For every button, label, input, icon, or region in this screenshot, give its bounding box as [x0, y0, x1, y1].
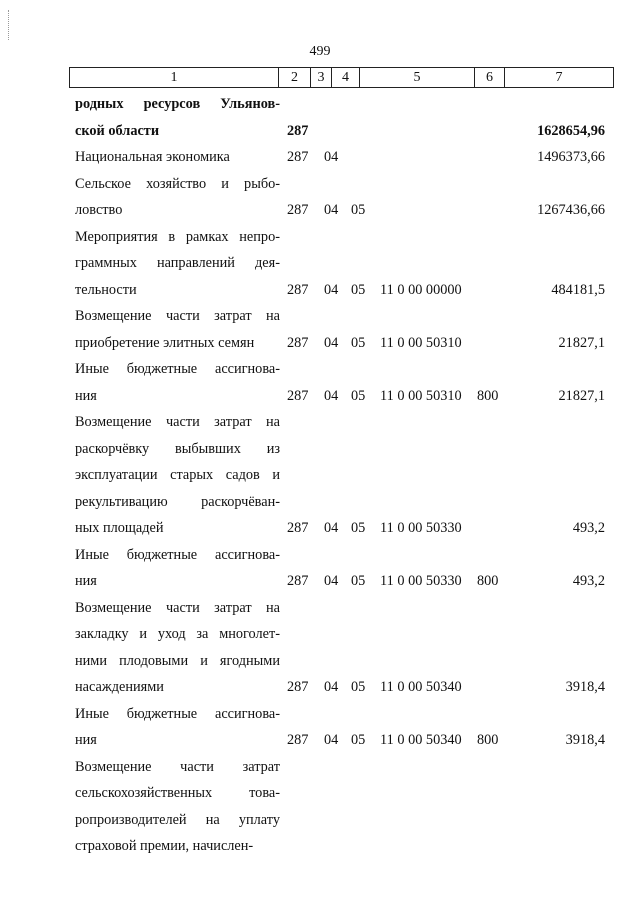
row-cell-c6: 800 — [477, 387, 499, 404]
column-header-4: 4 — [332, 68, 360, 88]
row-name-text: ных площадей — [75, 520, 164, 536]
row-cell-c7: 1628654,96 — [537, 122, 605, 139]
table-row-line — [0, 757, 640, 777]
row-name-text: тельности — [75, 281, 137, 298]
row-cell-c2: 287 — [287, 732, 309, 748]
column-header-1: 1 — [70, 68, 279, 88]
table-row-line — [0, 412, 640, 432]
row-name-text: приобретение элитных семян — [75, 334, 255, 351]
row-cell-c7: 1496373,66 — [537, 149, 605, 165]
table-row-line — [0, 810, 640, 830]
row-cell-c4: 05 — [351, 679, 366, 695]
row-cell-c7: 21827,1 — [558, 334, 605, 351]
row-cell-c3: 04 — [324, 281, 339, 298]
table-row-line — [0, 227, 640, 247]
table-row-line — [0, 200, 640, 220]
table-row-line — [0, 359, 640, 379]
row-name-text: ния — [75, 387, 97, 404]
column-header-2: 2 — [279, 68, 311, 88]
row-cell-c7: 493,2 — [572, 520, 605, 536]
row-cell-c3: 04 — [324, 679, 339, 695]
table-row-line — [0, 783, 640, 803]
row-cell-c2: 287 — [287, 202, 309, 218]
row-cell-c7: 3918,4 — [565, 732, 605, 748]
table-row-line — [0, 545, 640, 565]
table-row-line — [0, 280, 640, 300]
row-name-text: эксплуатации старых садов и — [75, 467, 280, 483]
row-cell-c2: 287 — [287, 334, 309, 351]
row-cell-c5: 11 0 00 50330 — [380, 520, 462, 536]
row-name-text: Национальная экономика — [75, 149, 230, 165]
row-cell-c4: 05 — [351, 281, 366, 298]
table-row-line — [0, 704, 640, 724]
row-name-text: закладку и уход за многолет- — [75, 626, 280, 642]
row-cell-c2: 287 — [287, 149, 309, 165]
table-row-line — [0, 571, 640, 591]
row-cell-c4: 05 — [351, 334, 366, 351]
row-cell-c2: 287 — [287, 573, 309, 589]
row-name-text: Сельское хозяйство и рыбо- — [75, 175, 280, 192]
row-name-text: Иные бюджетные ассигнова- — [75, 546, 280, 563]
row-name-text: граммных направлений дея- — [75, 255, 280, 271]
table-row-line — [0, 439, 640, 459]
row-cell-c5: 11 0 00 50330 — [380, 573, 462, 589]
row-name-text: сельскохозяйственных това- — [75, 785, 280, 801]
row-name-text: Возмещение части затрат на — [75, 599, 280, 616]
table-row-line — [0, 94, 640, 114]
row-cell-c7: 21827,1 — [558, 387, 605, 404]
row-name-text: Возмещение части затрат — [75, 758, 280, 775]
row-name-text: Иные бюджетные ассигнова- — [75, 705, 280, 722]
row-cell-c7: 493,2 — [572, 573, 605, 589]
row-name-text: ловство — [75, 202, 123, 218]
row-name-text: страховой премии, начислен- — [75, 838, 254, 854]
row-name-text: ния — [75, 573, 97, 589]
table-row-line — [0, 147, 640, 167]
table-row-line — [0, 677, 640, 697]
row-cell-c6: 800 — [477, 573, 499, 589]
row-cell-c5: 11 0 00 50310 — [380, 387, 462, 404]
row-cell-c3: 04 — [324, 520, 339, 536]
table-row-line — [0, 518, 640, 538]
row-cell-c4: 05 — [351, 573, 366, 589]
row-cell-c6: 800 — [477, 732, 499, 748]
column-header-6: 6 — [475, 68, 505, 88]
row-cell-c5: 11 0 00 50340 — [380, 679, 462, 695]
table-row-line — [0, 386, 640, 406]
table-row-line — [0, 121, 640, 141]
row-cell-c4: 05 — [351, 387, 366, 404]
row-cell-c7: 1267436,66 — [537, 202, 605, 218]
row-cell-c3: 04 — [324, 202, 339, 218]
row-cell-c7: 3918,4 — [565, 679, 605, 695]
column-header-7: 7 — [505, 68, 614, 88]
table-row-line — [0, 651, 640, 671]
table-row-line — [0, 730, 640, 750]
table-row-line — [0, 836, 640, 856]
row-cell-c5: 11 0 00 50310 — [380, 334, 462, 351]
table-row-line — [0, 492, 640, 512]
table-row-line — [0, 174, 640, 194]
row-cell-c5: 11 0 00 50340 — [380, 732, 462, 748]
row-name-text: Возмещение части затрат на — [75, 414, 280, 430]
row-cell-c2: 287 — [287, 387, 309, 404]
row-cell-c2: 287 — [287, 679, 309, 695]
table-row-line — [0, 598, 640, 618]
table-row-line — [0, 306, 640, 326]
table-row-line — [0, 333, 640, 353]
row-cell-c4: 05 — [351, 732, 366, 748]
row-cell-c3: 04 — [324, 573, 339, 589]
row-cell-c4: 05 — [351, 520, 366, 536]
column-header-5: 5 — [360, 68, 475, 88]
row-name-text: рекультивацию раскорчёван- — [75, 493, 280, 510]
row-name-text: раскорчёвку выбывших из — [75, 440, 280, 457]
row-cell-c3: 04 — [324, 387, 339, 404]
row-cell-c3: 04 — [324, 732, 339, 748]
row-cell-c7: 484181,5 — [551, 281, 605, 298]
row-cell-c3: 04 — [324, 149, 339, 165]
row-name-text: родных ресурсов Ульянов- — [75, 96, 280, 112]
row-cell-c2: 287 — [287, 122, 309, 139]
page-number: 499 — [309, 44, 331, 59]
table-row-line — [0, 465, 640, 485]
column-header-3: 3 — [311, 68, 332, 88]
row-name-text: Иные бюджетные ассигнова- — [75, 361, 280, 377]
row-name-text: Возмещение части затрат на — [75, 308, 280, 324]
row-cell-c2: 287 — [287, 281, 309, 298]
row-name-text: ними плодовыми и ягодными — [75, 652, 280, 669]
row-name-text: Мероприятия в рамках непро- — [75, 228, 280, 245]
row-name-text: насаждениями — [75, 679, 164, 695]
row-cell-c4: 05 — [351, 202, 366, 218]
row-cell-c3: 04 — [324, 334, 339, 351]
row-name-text: ской области — [75, 122, 160, 139]
row-cell-c5: 11 0 00 00000 — [380, 281, 462, 298]
table-row-line — [0, 624, 640, 644]
row-name-text: ния — [75, 732, 97, 748]
table-row-line — [0, 253, 640, 273]
row-cell-c2: 287 — [287, 520, 309, 536]
row-name-text: ропроизводителей на уплату — [75, 811, 280, 828]
